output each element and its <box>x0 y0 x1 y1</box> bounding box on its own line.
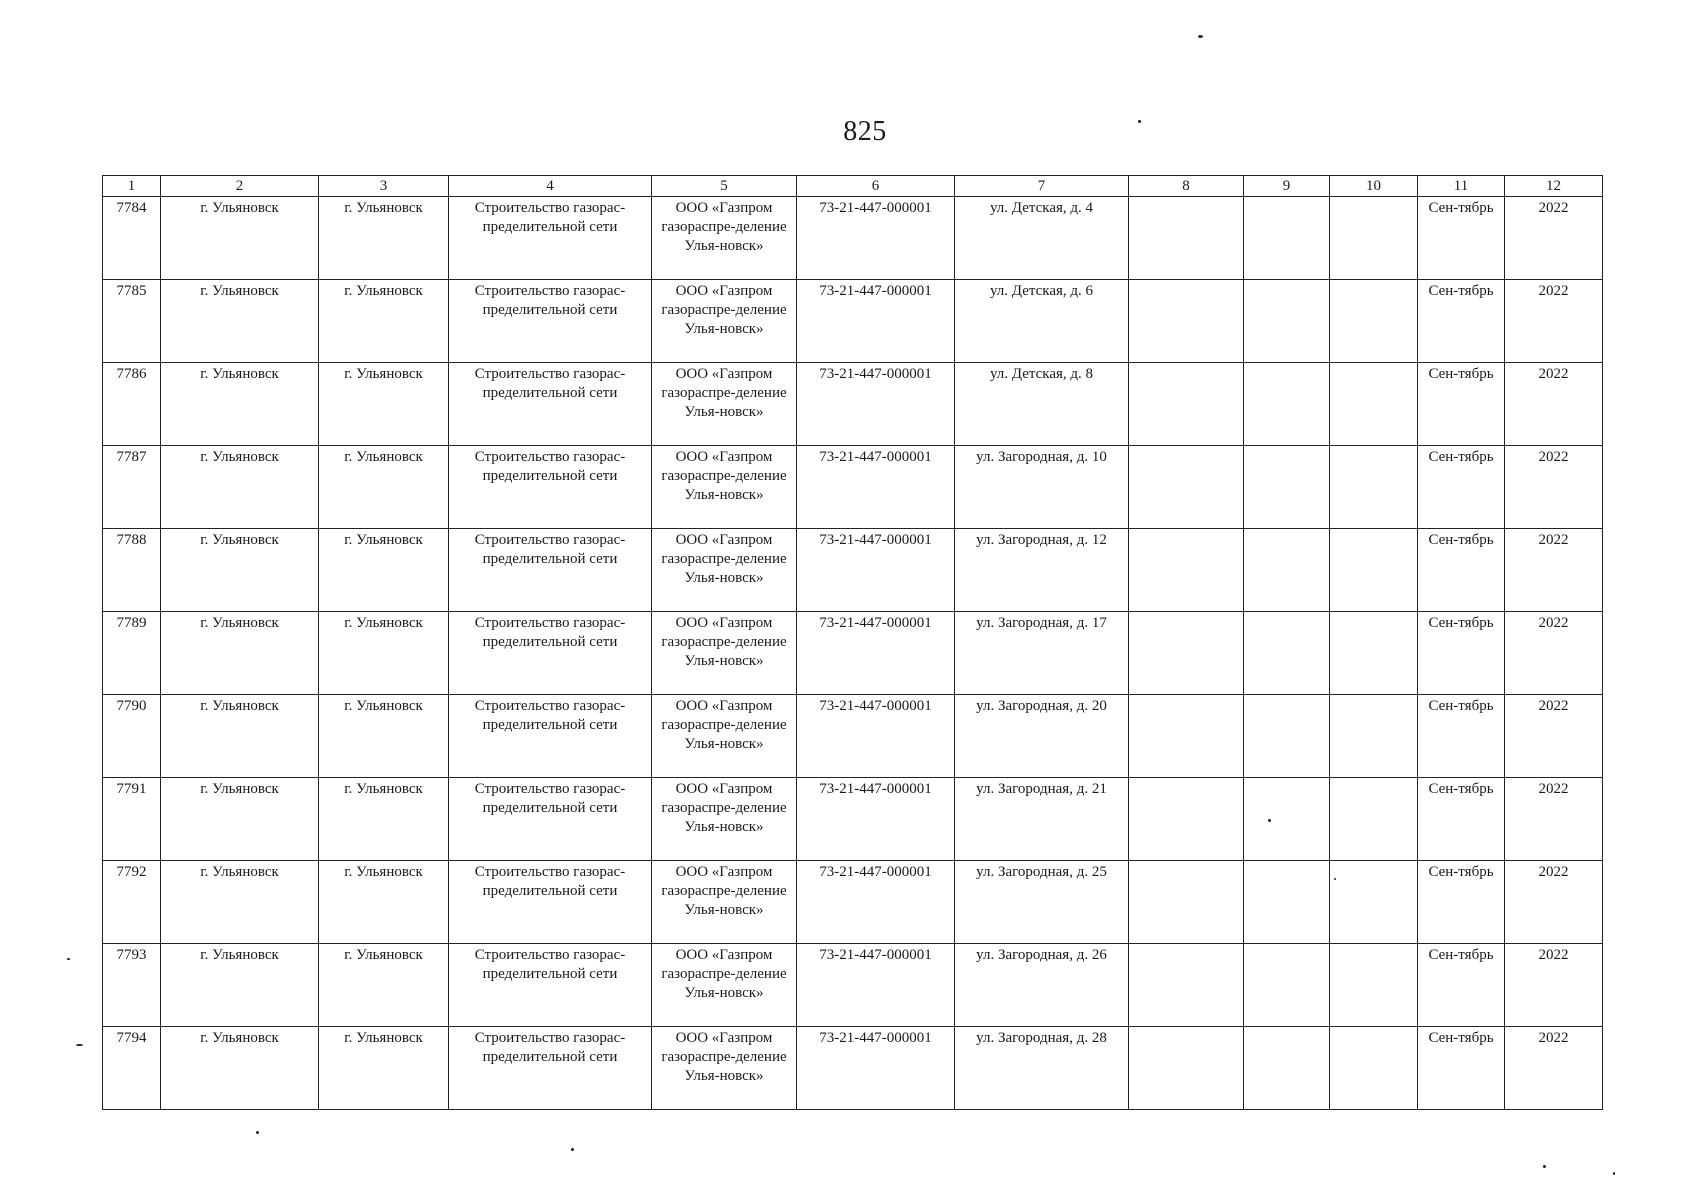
operator-cell: ООО «Газпром газораспре-деление Улья-новск» <box>652 280 797 363</box>
scan-speck <box>1198 35 1203 38</box>
settlement-cell: г. Ульяновск <box>319 695 449 778</box>
empty-cell <box>1129 1027 1244 1110</box>
empty-cell <box>1129 529 1244 612</box>
scan-speck <box>571 1148 574 1151</box>
scan-speck <box>256 1131 259 1134</box>
empty-cell <box>1330 861 1418 944</box>
address-cell: ул. Загородная, д. 20 <box>955 695 1129 778</box>
empty-cell <box>1244 446 1330 529</box>
table-row <box>103 363 1603 446</box>
empty-cell <box>1244 363 1330 446</box>
empty-cell <box>1244 861 1330 944</box>
table-row <box>103 197 1603 280</box>
empty-cell <box>1129 197 1244 280</box>
column-header: 8 <box>1129 176 1244 197</box>
code-cell: 73-21-447-000001 <box>797 778 955 861</box>
code-cell: 73-21-447-000001 <box>797 529 955 612</box>
municipality-cell: г. Ульяновск <box>161 446 319 529</box>
scan-speck <box>1543 1165 1546 1168</box>
row-number-cell: 7790 <box>103 695 161 778</box>
settlement-cell: г. Ульяновск <box>319 861 449 944</box>
municipality-cell: г. Ульяновск <box>161 778 319 861</box>
table-row <box>103 612 1603 695</box>
column-header: 11 <box>1418 176 1505 197</box>
empty-cell <box>1330 944 1418 1027</box>
page-number: 825 <box>843 116 887 147</box>
address-cell: ул. Загородная, д. 21 <box>955 778 1129 861</box>
row-number-cell: 7789 <box>103 612 161 695</box>
year-cell: 2022 <box>1505 695 1603 778</box>
operator-cell: ООО «Газпром газораспре-деление Улья-новск» <box>652 363 797 446</box>
column-header: 1 <box>103 176 161 197</box>
year-cell: 2022 <box>1505 529 1603 612</box>
work-type-cell: Строительство газорас-пределительной сети <box>449 280 652 363</box>
table-row <box>103 778 1603 861</box>
empty-cell <box>1244 197 1330 280</box>
empty-cell <box>1244 1027 1330 1110</box>
table-row <box>103 529 1603 612</box>
work-type-cell: Строительство газорас-пределительной сети <box>449 695 652 778</box>
empty-cell <box>1244 280 1330 363</box>
work-type-cell: Строительство газорас-пределительной сети <box>449 446 652 529</box>
table-row <box>103 280 1603 363</box>
operator-cell: ООО «Газпром газораспре-деление Улья-новск» <box>652 778 797 861</box>
row-number-cell: 7788 <box>103 529 161 612</box>
address-cell: ул. Загородная, д. 25 <box>955 861 1129 944</box>
month-cell: Сен-тябрь <box>1418 695 1505 778</box>
operator-cell: ООО «Газпром газораспре-деление Улья-новск» <box>652 446 797 529</box>
empty-cell <box>1330 280 1418 363</box>
column-header: 7 <box>955 176 1129 197</box>
settlement-cell: г. Ульяновск <box>319 1027 449 1110</box>
year-cell: 2022 <box>1505 197 1603 280</box>
settlement-cell: г. Ульяновск <box>319 612 449 695</box>
year-cell: 2022 <box>1505 778 1603 861</box>
address-cell: ул. Детская, д. 4 <box>955 197 1129 280</box>
year-cell: 2022 <box>1505 861 1603 944</box>
operator-cell: ООО «Газпром газораспре-деление Улья-новск» <box>652 612 797 695</box>
empty-cell <box>1129 944 1244 1027</box>
empty-cell <box>1244 612 1330 695</box>
scan-speck <box>67 958 70 960</box>
scan-speck <box>76 1044 83 1046</box>
row-number-cell: 7794 <box>103 1027 161 1110</box>
empty-cell <box>1244 529 1330 612</box>
empty-cell <box>1330 695 1418 778</box>
code-cell: 73-21-447-000001 <box>797 695 955 778</box>
code-cell: 73-21-447-000001 <box>797 1027 955 1110</box>
settlement-cell: г. Ульяновск <box>319 529 449 612</box>
registry-table <box>102 175 1603 1110</box>
municipality-cell: г. Ульяновск <box>161 529 319 612</box>
row-number-cell: 7792 <box>103 861 161 944</box>
empty-cell <box>1129 612 1244 695</box>
row-number-cell: 7786 <box>103 363 161 446</box>
code-cell: 73-21-447-000001 <box>797 944 955 1027</box>
code-cell: 73-21-447-000001 <box>797 612 955 695</box>
municipality-cell: г. Ульяновск <box>161 363 319 446</box>
address-cell: ул. Детская, д. 8 <box>955 363 1129 446</box>
empty-cell <box>1129 695 1244 778</box>
settlement-cell: г. Ульяновск <box>319 280 449 363</box>
municipality-cell: г. Ульяновск <box>161 861 319 944</box>
operator-cell: ООО «Газпром газораспре-деление Улья-новск» <box>652 529 797 612</box>
month-cell: Сен-тябрь <box>1418 446 1505 529</box>
month-cell: Сен-тябрь <box>1418 944 1505 1027</box>
empty-cell <box>1129 363 1244 446</box>
empty-cell <box>1244 778 1330 861</box>
table-row <box>103 695 1603 778</box>
operator-cell: ООО «Газпром газораспре-деление Улья-новск» <box>652 695 797 778</box>
row-number-cell: 7793 <box>103 944 161 1027</box>
address-cell: ул. Детская, д. 6 <box>955 280 1129 363</box>
month-cell: Сен-тябрь <box>1418 280 1505 363</box>
work-type-cell: Строительство газорас-пределительной сети <box>449 363 652 446</box>
empty-cell <box>1330 197 1418 280</box>
year-cell: 2022 <box>1505 446 1603 529</box>
empty-cell <box>1129 280 1244 363</box>
empty-cell <box>1330 529 1418 612</box>
empty-cell <box>1129 861 1244 944</box>
scan-speck <box>1138 120 1141 123</box>
code-cell: 73-21-447-000001 <box>797 446 955 529</box>
settlement-cell: г. Ульяновск <box>319 363 449 446</box>
year-cell: 2022 <box>1505 612 1603 695</box>
work-type-cell: Строительство газорас-пределительной сети <box>449 529 652 612</box>
address-cell: ул. Загородная, д. 12 <box>955 529 1129 612</box>
address-cell: ул. Загородная, д. 17 <box>955 612 1129 695</box>
operator-cell: ООО «Газпром газораспре-деление Улья-новск» <box>652 197 797 280</box>
year-cell: 2022 <box>1505 363 1603 446</box>
empty-cell <box>1330 363 1418 446</box>
column-header: 12 <box>1505 176 1603 197</box>
address-cell: ул. Загородная, д. 28 <box>955 1027 1129 1110</box>
empty-cell <box>1330 1027 1418 1110</box>
municipality-cell: г. Ульяновск <box>161 197 319 280</box>
settlement-cell: г. Ульяновск <box>319 778 449 861</box>
code-cell: 73-21-447-000001 <box>797 280 955 363</box>
code-cell: 73-21-447-000001 <box>797 861 955 944</box>
table-row <box>103 944 1603 1027</box>
address-cell: ул. Загородная, д. 10 <box>955 446 1129 529</box>
month-cell: Сен-тябрь <box>1418 612 1505 695</box>
month-cell: Сен-тябрь <box>1418 861 1505 944</box>
scan-speck <box>1613 1172 1615 1175</box>
empty-cell <box>1330 778 1418 861</box>
operator-cell: ООО «Газпром газораспре-деление Улья-новск» <box>652 861 797 944</box>
work-type-cell: Строительство газорас-пределительной сети <box>449 861 652 944</box>
municipality-cell: г. Ульяновск <box>161 280 319 363</box>
settlement-cell: г. Ульяновск <box>319 944 449 1027</box>
municipality-cell: г. Ульяновск <box>161 1027 319 1110</box>
column-header: 2 <box>161 176 319 197</box>
empty-cell <box>1244 944 1330 1027</box>
column-header: 5 <box>652 176 797 197</box>
month-cell: Сен-тябрь <box>1418 197 1505 280</box>
row-number-cell: 7787 <box>103 446 161 529</box>
work-type-cell: Строительство газорас-пределительной сети <box>449 944 652 1027</box>
year-cell: 2022 <box>1505 280 1603 363</box>
scan-speck <box>1334 878 1336 880</box>
month-cell: Сен-тябрь <box>1418 778 1505 861</box>
row-number-cell: 7784 <box>103 197 161 280</box>
municipality-cell: г. Ульяновск <box>161 612 319 695</box>
code-cell: 73-21-447-000001 <box>797 363 955 446</box>
month-cell: Сен-тябрь <box>1418 1027 1505 1110</box>
empty-cell <box>1129 778 1244 861</box>
column-header: 10 <box>1330 176 1418 197</box>
column-header: 9 <box>1244 176 1330 197</box>
work-type-cell: Строительство газорас-пределительной сети <box>449 197 652 280</box>
column-header: 3 <box>319 176 449 197</box>
table-row <box>103 446 1603 529</box>
empty-cell <box>1244 695 1330 778</box>
month-cell: Сен-тябрь <box>1418 363 1505 446</box>
column-header: 4 <box>449 176 652 197</box>
table-body <box>103 197 1603 1110</box>
empty-cell <box>1129 446 1244 529</box>
work-type-cell: Строительство газорас-пределительной сети <box>449 612 652 695</box>
row-number-cell: 7785 <box>103 280 161 363</box>
work-type-cell: Строительство газорас-пределительной сети <box>449 778 652 861</box>
table-row <box>103 1027 1603 1110</box>
empty-cell <box>1330 612 1418 695</box>
operator-cell: ООО «Газпром газораспре-деление Улья-новск» <box>652 944 797 1027</box>
table-row <box>103 861 1603 944</box>
municipality-cell: г. Ульяновск <box>161 944 319 1027</box>
table-header-row <box>103 176 1603 197</box>
scan-speck <box>1268 819 1271 822</box>
municipality-cell: г. Ульяновск <box>161 695 319 778</box>
column-header: 6 <box>797 176 955 197</box>
code-cell: 73-21-447-000001 <box>797 197 955 280</box>
month-cell: Сен-тябрь <box>1418 529 1505 612</box>
row-number-cell: 7791 <box>103 778 161 861</box>
year-cell: 2022 <box>1505 1027 1603 1110</box>
settlement-cell: г. Ульяновск <box>319 446 449 529</box>
operator-cell: ООО «Газпром газораспре-деление Улья-новск» <box>652 1027 797 1110</box>
year-cell: 2022 <box>1505 944 1603 1027</box>
work-type-cell: Строительство газорас-пределительной сети <box>449 1027 652 1110</box>
empty-cell <box>1330 446 1418 529</box>
address-cell: ул. Загородная, д. 26 <box>955 944 1129 1027</box>
settlement-cell: г. Ульяновск <box>319 197 449 280</box>
